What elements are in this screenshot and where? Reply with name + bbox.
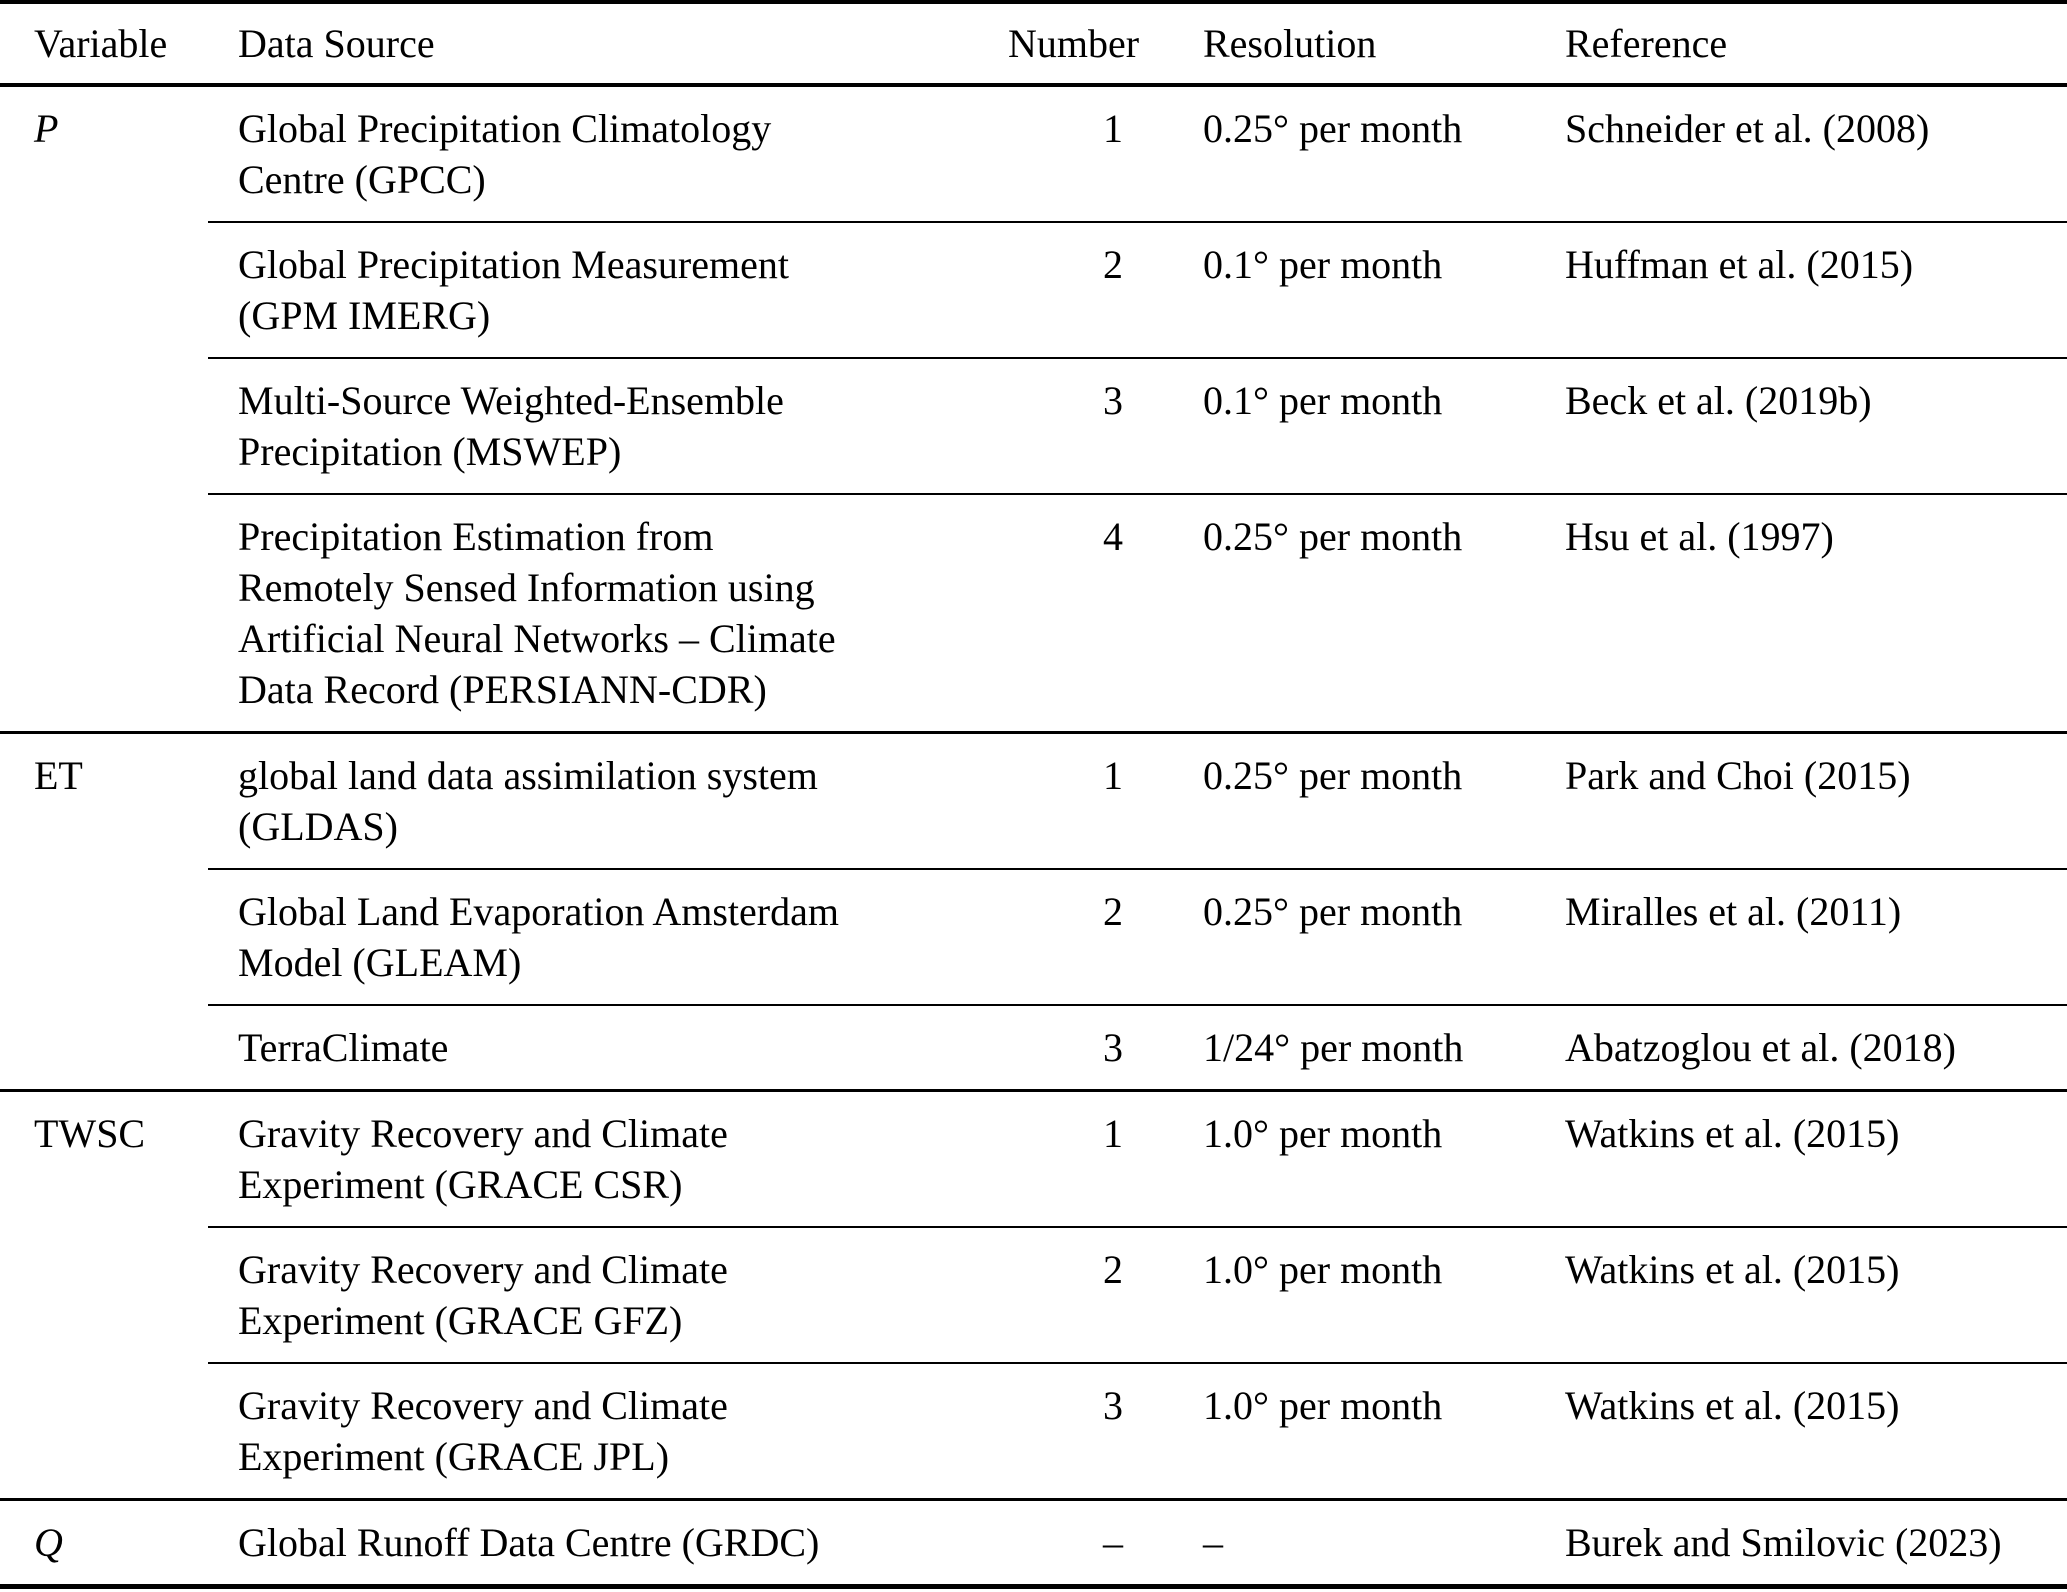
variable-group-et — [0, 733, 2067, 1091]
reference-cell: Huffman et al. (2015) — [1555, 222, 2067, 358]
resolution-cell: 1.0° per month — [1133, 1091, 1555, 1228]
variable-group-p — [0, 85, 2067, 733]
table-row — [0, 869, 2067, 1005]
number-cell: 1 — [1008, 733, 1133, 870]
resolution-cell: 1/24° per month — [1133, 1005, 1555, 1091]
table-row — [0, 222, 2067, 358]
resolution-cell: 0.1° per month — [1133, 358, 1555, 494]
resolution-cell: 1.0° per month — [1133, 1363, 1555, 1500]
resolution-cell: 0.25° per month — [1133, 869, 1555, 1005]
resolution-cell: 1.0° per month — [1133, 1227, 1555, 1363]
col-header-reference: Reference — [1555, 2, 2067, 85]
resolution-cell: 0.25° per month — [1133, 494, 1555, 733]
resolution-cell: – — [1133, 1500, 1555, 1587]
data-source-cell: Precipitation Estimation from Remotely Sensed Information using Artificial Neural Networks – Climate Data Record (PERSIANN-CDR) — [208, 494, 1008, 733]
variable-cell: P — [0, 85, 208, 733]
reference-cell: Burek and Smilovic (2023) — [1555, 1500, 2067, 1587]
resolution-cell: 0.25° per month — [1133, 85, 1555, 222]
col-header-resolution: Resolution — [1133, 2, 1555, 85]
variable-group-twsc — [0, 1091, 2067, 1500]
table-row — [0, 1091, 2067, 1228]
number-cell: – — [1008, 1500, 1133, 1587]
data-source-cell: Global Runoff Data Centre (GRDC) — [208, 1500, 1008, 1587]
data-source-cell: Global Precipitation Climatology Centre (GPCC) — [208, 85, 1008, 222]
data-source-cell: Gravity Recovery and Climate Experiment (GRACE GFZ) — [208, 1227, 1008, 1363]
reference-cell: Watkins et al. (2015) — [1555, 1227, 2067, 1363]
variable-cell: Q — [0, 1500, 208, 1587]
reference-cell: Abatzoglou et al. (2018) — [1555, 1005, 2067, 1091]
col-header-number: Number — [1008, 2, 1133, 85]
resolution-cell: 0.1° per month — [1133, 222, 1555, 358]
reference-cell: Schneider et al. (2008) — [1555, 85, 2067, 222]
reference-cell: Beck et al. (2019b) — [1555, 358, 2067, 494]
reference-cell: Hsu et al. (1997) — [1555, 494, 2067, 733]
number-cell: 2 — [1008, 869, 1133, 1005]
number-cell: 1 — [1008, 85, 1133, 222]
reference-cell: Park and Choi (2015) — [1555, 733, 2067, 870]
table-row — [0, 85, 2067, 222]
variable-cell: ET — [0, 733, 208, 1091]
table-row — [0, 494, 2067, 733]
data-source-cell: Multi-Source Weighted-Ensemble Precipitation (MSWEP) — [208, 358, 1008, 494]
number-cell: 3 — [1008, 358, 1133, 494]
table-row — [0, 1227, 2067, 1363]
data-source-cell: Gravity Recovery and Climate Experiment (GRACE JPL) — [208, 1363, 1008, 1500]
table-row — [0, 733, 2067, 870]
table-row — [0, 358, 2067, 494]
number-cell: 3 — [1008, 1005, 1133, 1091]
reference-cell: Miralles et al. (2011) — [1555, 869, 2067, 1005]
variable-cell: TWSC — [0, 1091, 208, 1500]
number-cell: 4 — [1008, 494, 1133, 733]
col-header-variable: Variable — [0, 2, 208, 85]
table-header — [0, 2, 2067, 85]
number-cell: 1 — [1008, 1091, 1133, 1228]
data-source-cell: Gravity Recovery and Climate Experiment (GRACE CSR) — [208, 1091, 1008, 1228]
number-cell: 3 — [1008, 1363, 1133, 1500]
table-row — [0, 1005, 2067, 1091]
reference-cell: Watkins et al. (2015) — [1555, 1091, 2067, 1228]
data-source-cell: Global Precipitation Measurement (GPM IMERG) — [208, 222, 1008, 358]
col-header-data-source: Data Source — [208, 2, 1008, 85]
table-row — [0, 1363, 2067, 1500]
resolution-cell: 0.25° per month — [1133, 733, 1555, 870]
header-row — [0, 2, 2067, 85]
variable-group-q — [0, 1500, 2067, 1587]
data-source-cell: TerraClimate — [208, 1005, 1008, 1091]
number-cell: 2 — [1008, 222, 1133, 358]
data-source-cell: Global Land Evaporation Amsterdam Model (GLEAM) — [208, 869, 1008, 1005]
number-cell: 2 — [1008, 1227, 1133, 1363]
reference-cell: Watkins et al. (2015) — [1555, 1363, 2067, 1500]
table-row — [0, 1500, 2067, 1587]
data-source-cell: global land data assimilation system (GLDAS) — [208, 733, 1008, 870]
